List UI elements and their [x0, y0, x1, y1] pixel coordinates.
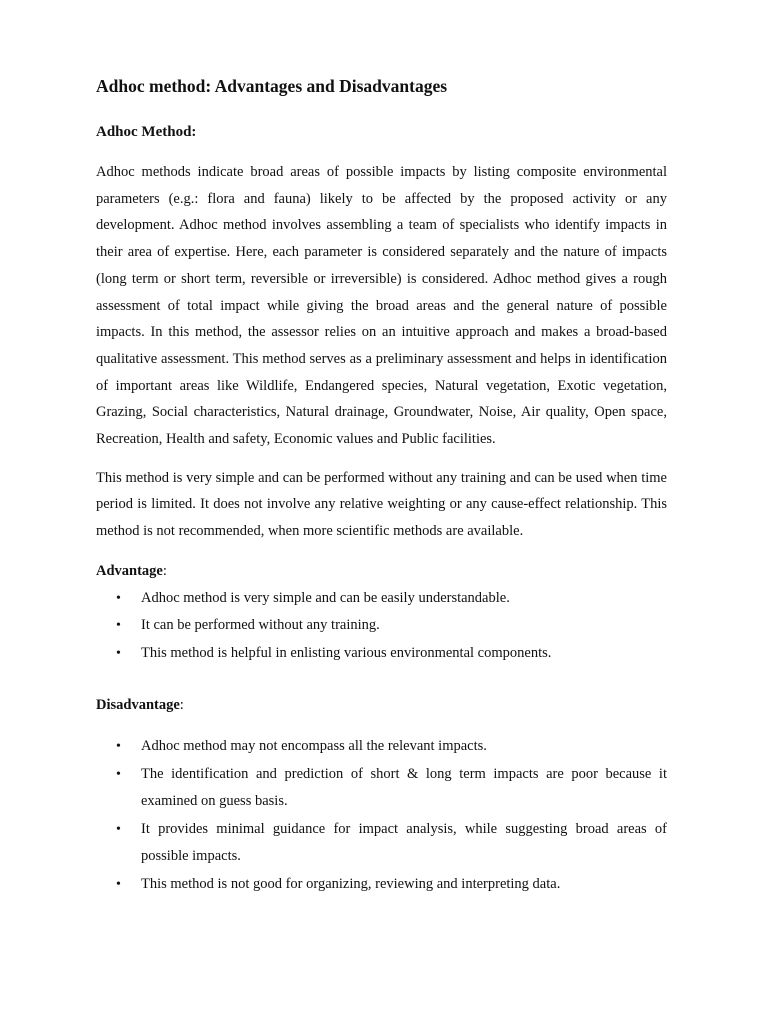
- usage-paragraph: This method is very simple and can be performed without any training and can be used when time period is limited. It does not involve any relative weighting or any cause-effect relationship. This method is not recommended, when more scientific methods are available.: [96, 469, 667, 540]
- advantage-heading-colon: :: [162, 562, 167, 579]
- list-item: [96, 761, 667, 816]
- list-item: [96, 816, 667, 871]
- list-item-text: The identification and prediction of short & long term impacts are poor because it examined on guess basis.: [141, 765, 667, 810]
- bullet-icon: •: [116, 618, 121, 634]
- list-item-text: This method is not good for organizing, reviewing and interpreting data.: [141, 875, 561, 892]
- bullet-icon: •: [116, 821, 121, 837]
- list-item: [96, 640, 667, 668]
- list-item-text: It can be performed without any training.: [141, 617, 380, 634]
- list-item-text: Adhoc method may not encompass all the relevant impacts.: [141, 738, 487, 755]
- bullet-icon: •: [116, 876, 121, 892]
- list-item: [96, 871, 667, 899]
- method-heading: Adhoc Method:: [96, 124, 197, 140]
- list-item: [96, 733, 667, 761]
- bullet-icon: •: [116, 739, 121, 755]
- bullet-icon: •: [116, 645, 121, 661]
- list-item-text: It provides minimal guidance for impact analysis, while suggesting broad areas of possible impacts.: [141, 820, 667, 865]
- bullet-icon: •: [116, 766, 121, 782]
- advantage-heading: [96, 558, 667, 584]
- disadvantage-list: [96, 733, 667, 898]
- list-item-text: Adhoc method is very simple and can be easily understandable.: [141, 589, 510, 606]
- disadvantage-heading-colon: :: [179, 697, 184, 714]
- bullet-icon: •: [116, 590, 121, 606]
- disadvantage-heading: [96, 692, 667, 718]
- list-item: [96, 612, 667, 640]
- list-item: [96, 585, 667, 613]
- list-item-text: This method is helpful in enlisting various environmental components.: [141, 644, 552, 661]
- document-page: [96, 72, 667, 898]
- advantage-heading-label: Advantage: [96, 562, 163, 579]
- disadvantage-heading-label: Disadvantage: [96, 697, 180, 714]
- document-title: Adhoc method: Advantages and Disadvantages: [96, 76, 448, 96]
- advantage-list: [96, 585, 667, 668]
- intro-paragraph: Adhoc methods indicate broad areas of possible impacts by listing composite environmental parameters (e.g.: flora and fauna) likely to be affected by the proposed activity or any development. Adhoc method involves assembling a team of specialists who identify impacts in their area of expertise. Here, each parameter is considered separately and the nature of impacts (long term or short term, reversible or irreversible) is considered. Adhoc method gives a rough assessment of total impact while giving the broad areas and the general nature of possible impacts. In this method, the assessor relies on an intuitive approach and makes a broad-based qualitative assessment. This method serves as a preliminary assessment and helps in identification of important areas like Wildlife, Endangered species, Natural vegetation, Exotic vegetation, Grazing, Social characteristics, Natural drainage, Groundwater, Noise, Air quality, Open space, Recreation, Health and safety, Economic values and Public facilities.: [96, 164, 667, 448]
